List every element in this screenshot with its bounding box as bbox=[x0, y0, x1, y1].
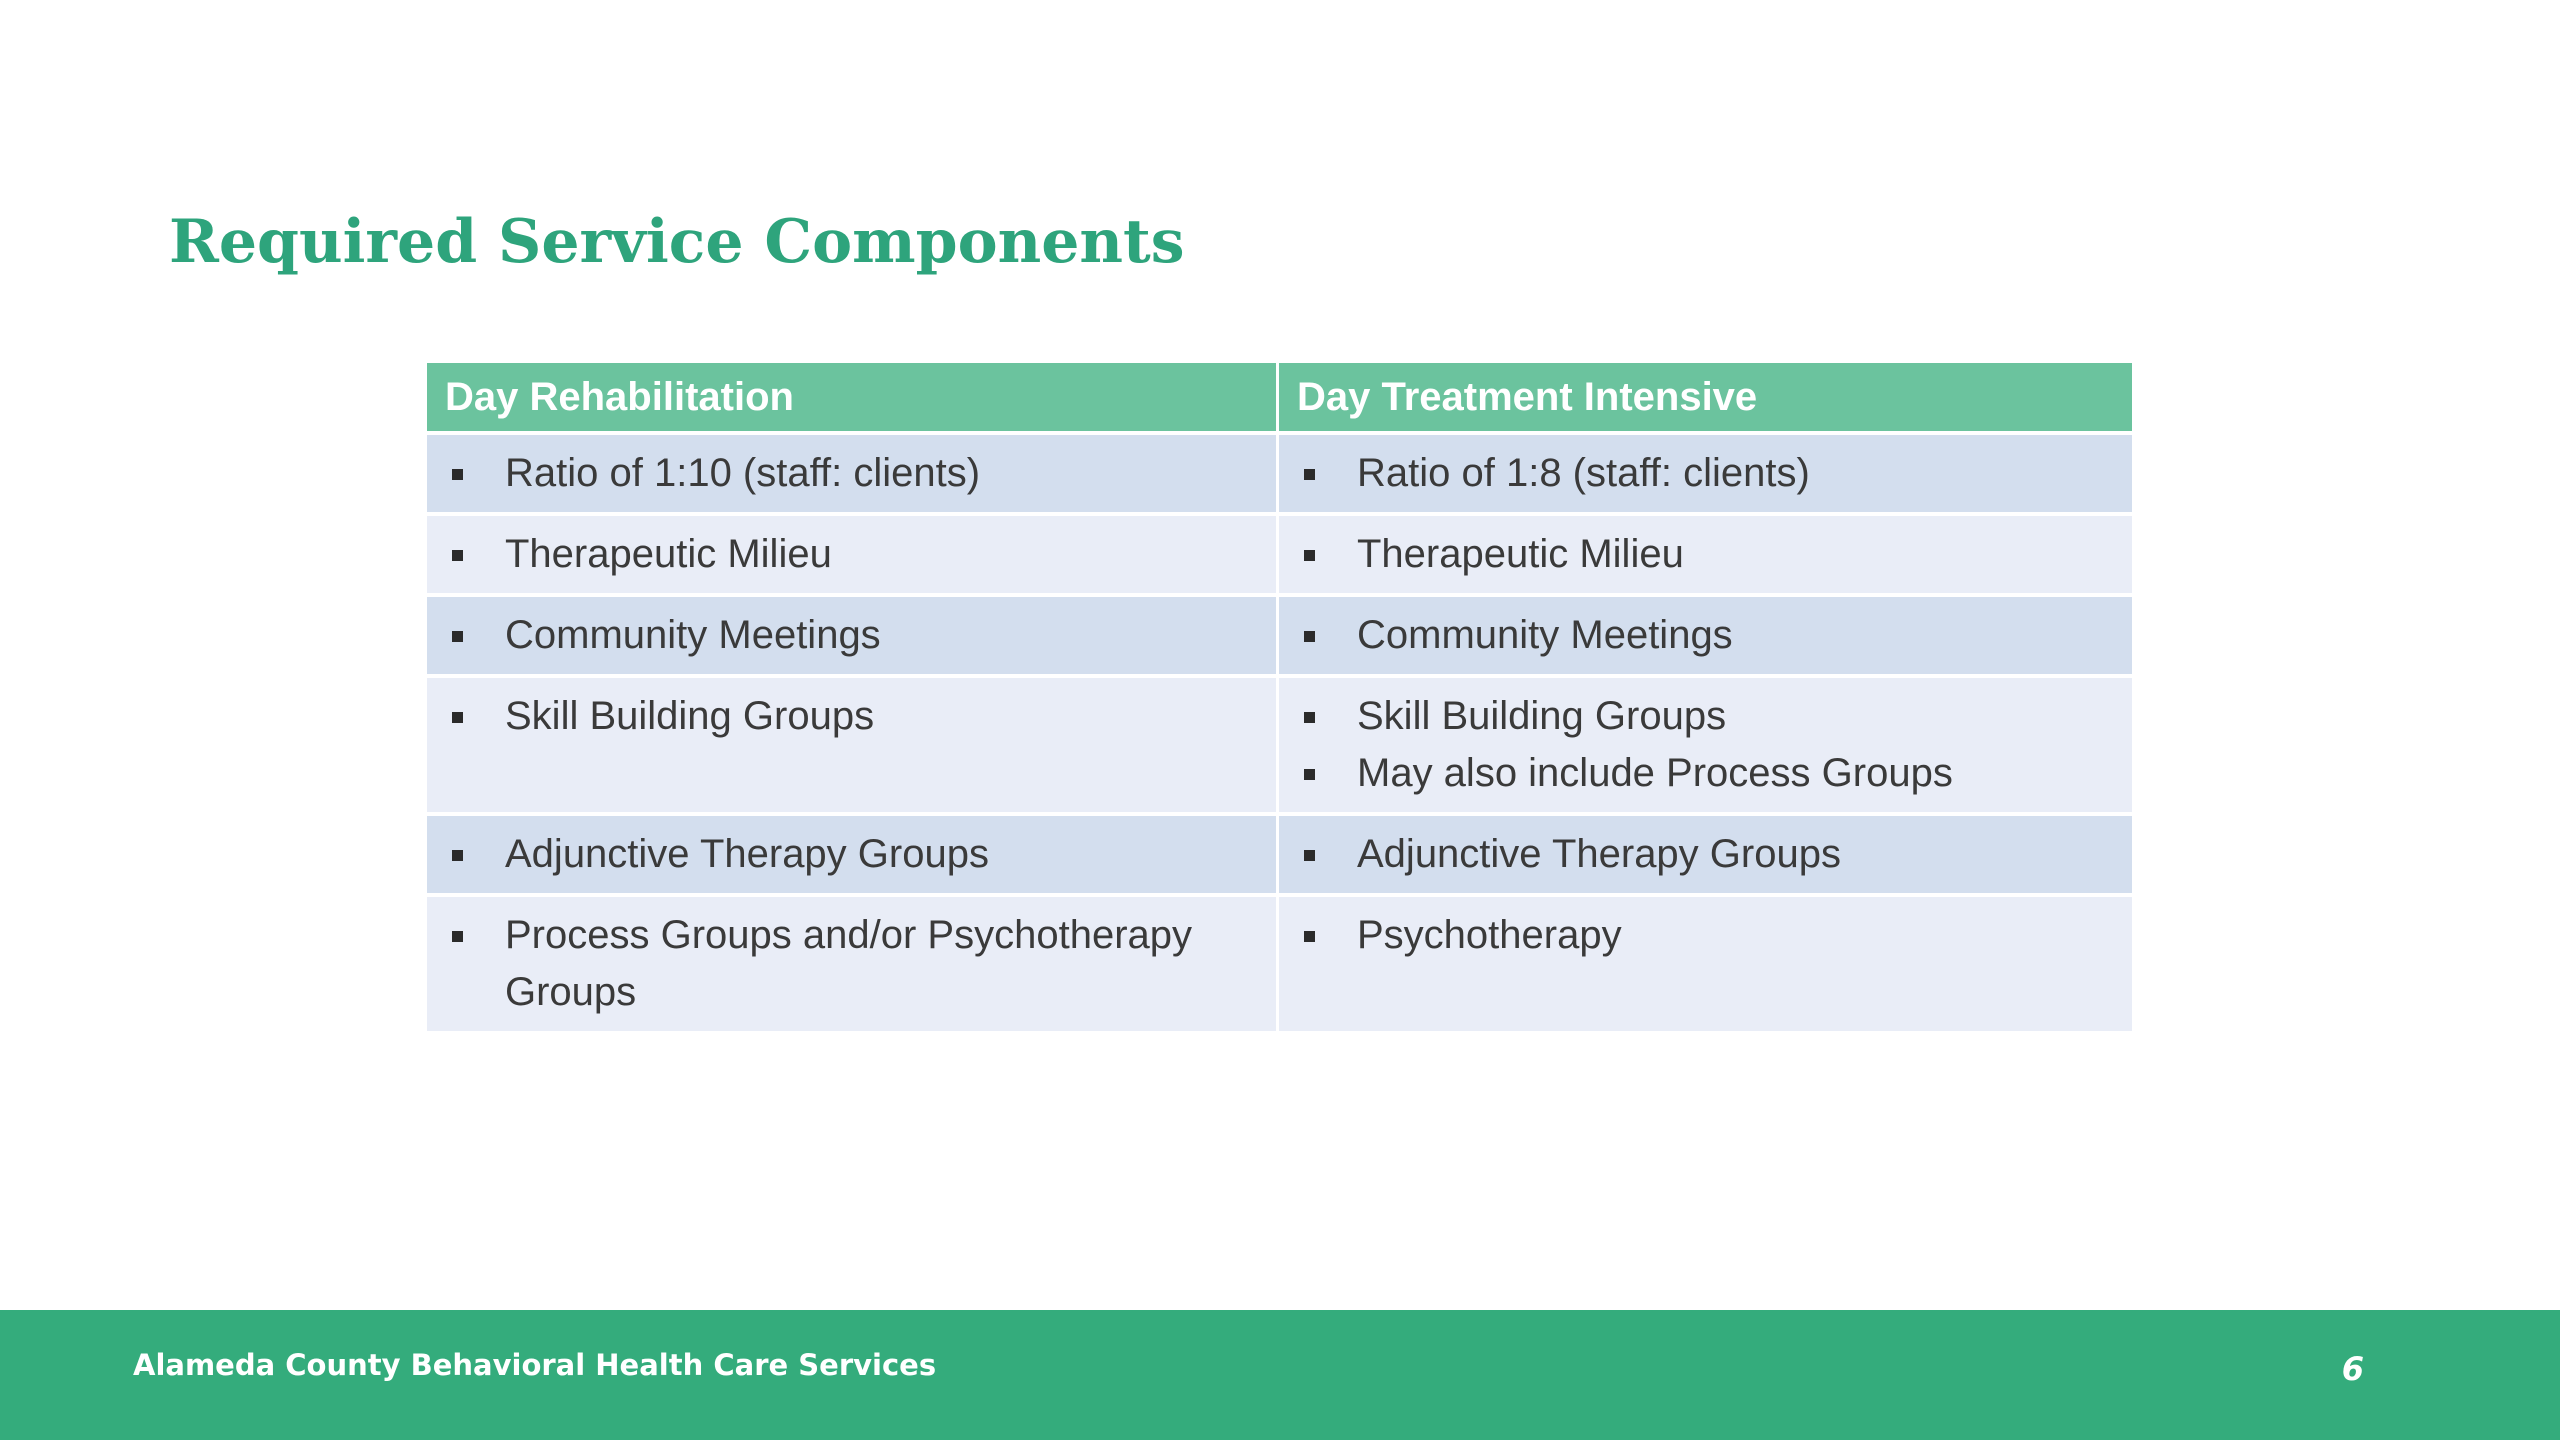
square-bullet-icon bbox=[1304, 631, 1315, 642]
table-cell-day-treatment-intensive bbox=[1279, 678, 2132, 816]
bullet-item bbox=[1297, 526, 2122, 583]
square-bullet-icon bbox=[452, 931, 463, 942]
bullet-item bbox=[445, 688, 1266, 745]
bullet-text: Skill Building Groups bbox=[1357, 694, 1727, 738]
table-cell-day-treatment-intensive bbox=[1279, 597, 2132, 678]
table-row bbox=[427, 678, 2132, 816]
table-cell-day-treatment-intensive bbox=[1279, 516, 2132, 597]
bullet-text: May also include Process Groups bbox=[1357, 751, 1953, 795]
bullet-text: Psychotherapy bbox=[1357, 913, 1622, 957]
bullet-item bbox=[445, 607, 1266, 664]
table-cell-day-rehabilitation bbox=[427, 516, 1279, 597]
table-cell-day-treatment-intensive bbox=[1279, 897, 2132, 1035]
bullet-text: Therapeutic Milieu bbox=[1357, 532, 1684, 576]
bullet-item bbox=[1297, 745, 2122, 802]
square-bullet-icon bbox=[1304, 550, 1315, 561]
bullet-item bbox=[445, 526, 1266, 583]
service-components-table bbox=[427, 363, 2132, 1035]
bullet-text: Community Meetings bbox=[1357, 613, 1733, 657]
bullet-text: Skill Building Groups bbox=[505, 694, 875, 738]
table-cell-day-rehabilitation bbox=[427, 678, 1279, 816]
square-bullet-icon bbox=[452, 850, 463, 861]
bullet-item bbox=[1297, 607, 2122, 664]
table-row bbox=[427, 435, 2132, 516]
bullet-item bbox=[1297, 445, 2122, 502]
bullet-item bbox=[1297, 826, 2122, 883]
bullet-item bbox=[1297, 907, 2122, 964]
square-bullet-icon bbox=[452, 631, 463, 642]
slide-footer bbox=[0, 1310, 2560, 1440]
square-bullet-icon bbox=[1304, 769, 1315, 780]
table-cell-day-rehabilitation bbox=[427, 897, 1279, 1035]
square-bullet-icon bbox=[1304, 850, 1315, 861]
square-bullet-icon bbox=[1304, 931, 1315, 942]
bullet-text: Ratio of 1:8 (staff: clients) bbox=[1357, 451, 1810, 495]
table-row bbox=[427, 597, 2132, 678]
bullet-text: Adjunctive Therapy Groups bbox=[1357, 832, 1841, 876]
table-header-row bbox=[427, 363, 2132, 435]
slide-page-number: 6 bbox=[2341, 1350, 2364, 1388]
table-cell-day-treatment-intensive bbox=[1279, 816, 2132, 897]
table-cell-day-rehabilitation bbox=[427, 597, 1279, 678]
column-header-day-rehabilitation: Day Rehabilitation bbox=[427, 363, 1279, 435]
table-cell-day-treatment-intensive bbox=[1279, 435, 2132, 516]
bullet-item bbox=[445, 826, 1266, 883]
bullet-item bbox=[1297, 688, 2122, 745]
square-bullet-icon bbox=[1304, 469, 1315, 480]
bullet-item bbox=[445, 907, 1266, 1021]
square-bullet-icon bbox=[452, 469, 463, 480]
column-header-day-treatment-intensive: Day Treatment Intensive bbox=[1279, 363, 2132, 435]
bullet-text: Ratio of 1:10 (staff: clients) bbox=[505, 451, 981, 495]
bullet-text: Community Meetings bbox=[505, 613, 881, 657]
square-bullet-icon bbox=[1304, 712, 1315, 723]
bullet-text: Therapeutic Milieu bbox=[505, 532, 832, 576]
bullet-text: Process Groups and/or Psychotherapy Groups bbox=[505, 913, 1193, 1014]
table-row bbox=[427, 516, 2132, 597]
table-row bbox=[427, 816, 2132, 897]
square-bullet-icon bbox=[452, 550, 463, 561]
bullet-item bbox=[445, 445, 1266, 502]
footer-organization-name: Alameda County Behavioral Health Care Services bbox=[133, 1348, 937, 1382]
slide-title: Required Service Components bbox=[169, 207, 1185, 277]
square-bullet-icon bbox=[452, 712, 463, 723]
table-cell-day-rehabilitation bbox=[427, 435, 1279, 516]
table-cell-day-rehabilitation bbox=[427, 816, 1279, 897]
table-row bbox=[427, 897, 2132, 1035]
bullet-text: Adjunctive Therapy Groups bbox=[505, 832, 989, 876]
